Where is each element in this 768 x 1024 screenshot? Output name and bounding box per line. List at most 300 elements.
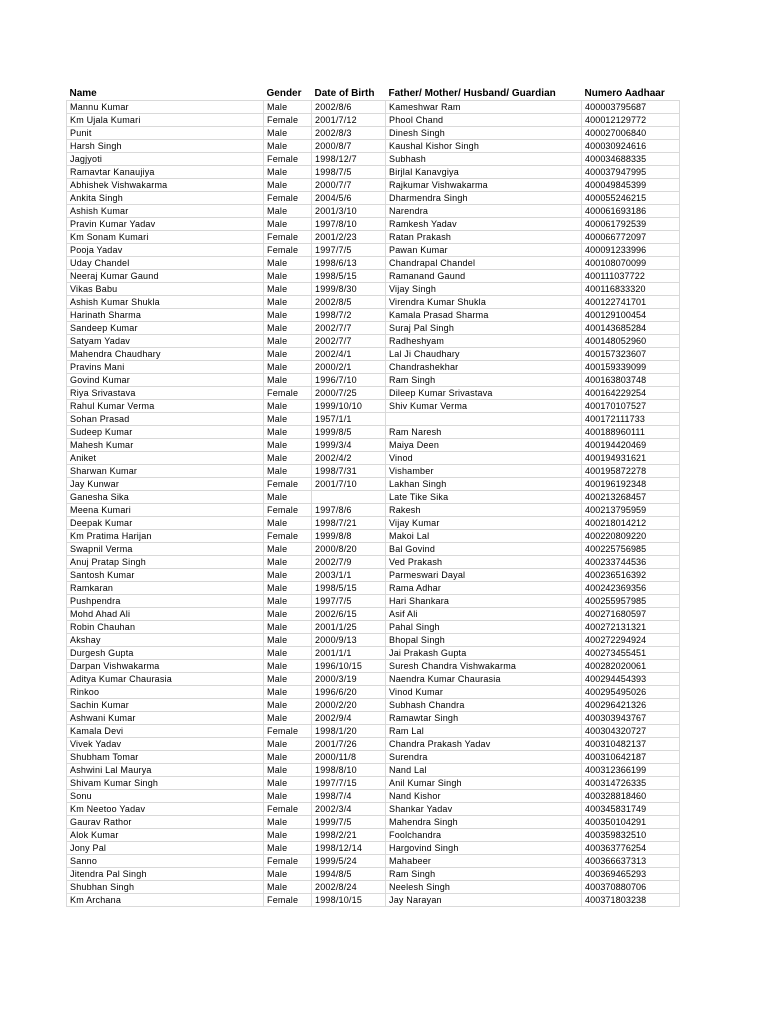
name-cell: Sharwan Kumar — [67, 465, 264, 478]
guardian-cell: Radheshyam — [386, 335, 582, 348]
table-row — [67, 660, 680, 673]
name-cell: Sanno — [67, 855, 264, 868]
name-cell: Sonu — [67, 790, 264, 803]
guardian-cell: Chandrashekhar — [386, 361, 582, 374]
gender-cell: Male — [264, 205, 312, 218]
table-row — [67, 621, 680, 634]
table-row — [67, 842, 680, 855]
name-cell: Km Archana — [67, 894, 264, 907]
name-cell: Meena Kumari — [67, 504, 264, 517]
table-row — [67, 114, 680, 127]
name-cell: Km Pratima Harijan — [67, 530, 264, 543]
table-row — [67, 608, 680, 621]
table-row — [67, 764, 680, 777]
name-cell: Jony Pal — [67, 842, 264, 855]
gender-cell: Male — [264, 426, 312, 439]
guardian-cell: Ram Singh — [386, 374, 582, 387]
dob-cell: 1998/2/21 — [312, 829, 386, 842]
gender-cell: Male — [264, 738, 312, 751]
name-cell: Ramkaran — [67, 582, 264, 595]
name-cell: Anuj Pratap Singh — [67, 556, 264, 569]
aadhaar-cell: 400350104291 — [582, 816, 680, 829]
dob-cell: 2002/7/9 — [312, 556, 386, 569]
aadhaar-cell: 400304320727 — [582, 725, 680, 738]
aadhaar-cell: 400194420469 — [582, 439, 680, 452]
aadhaar-cell: 400272131321 — [582, 621, 680, 634]
table-row — [67, 712, 680, 725]
guardian-cell: Neelesh Singh — [386, 881, 582, 894]
aadhaar-cell: 400359832510 — [582, 829, 680, 842]
dob-cell: 2002/6/15 — [312, 608, 386, 621]
gender-cell: Male — [264, 595, 312, 608]
aadhaar-cell: 400366637313 — [582, 855, 680, 868]
name-cell: Jay Kunwar — [67, 478, 264, 491]
aadhaar-cell: 400310642187 — [582, 751, 680, 764]
aadhaar-cell: 400310482137 — [582, 738, 680, 751]
aadhaar-cell: 400061693186 — [582, 205, 680, 218]
dob-cell: 2001/2/23 — [312, 231, 386, 244]
gender-cell: Male — [264, 270, 312, 283]
aadhaar-cell: 400003795687 — [582, 101, 680, 114]
dob-cell: 2001/7/12 — [312, 114, 386, 127]
gender-cell: Male — [264, 660, 312, 673]
guardian-cell: Anil Kumar Singh — [386, 777, 582, 790]
dob-cell: 1994/8/5 — [312, 868, 386, 881]
table-row — [67, 504, 680, 517]
dob-cell: 1997/7/15 — [312, 777, 386, 790]
table-row — [67, 543, 680, 556]
table-row — [67, 829, 680, 842]
table-row — [67, 465, 680, 478]
aadhaar-cell: 400164229254 — [582, 387, 680, 400]
name-cell: Ashwani Kumar — [67, 712, 264, 725]
guardian-cell: Vinod Kumar — [386, 686, 582, 699]
dob-cell: 1997/8/10 — [312, 218, 386, 231]
aadhaar-cell: 400233744536 — [582, 556, 680, 569]
dob-cell — [312, 491, 386, 504]
gender-cell: Female — [264, 504, 312, 517]
gender-cell: Male — [264, 790, 312, 803]
guardian-cell — [386, 413, 582, 426]
table-row — [67, 582, 680, 595]
table-row — [67, 634, 680, 647]
aadhaar-cell: 400122741701 — [582, 296, 680, 309]
aadhaar-cell: 400196192348 — [582, 478, 680, 491]
guardian-cell: Hargovind Singh — [386, 842, 582, 855]
guardian-cell: Virendra Kumar Shukla — [386, 296, 582, 309]
guardian-cell: Shiv Kumar Verma — [386, 400, 582, 413]
guardian-cell: Vijay Singh — [386, 283, 582, 296]
table-row — [67, 153, 680, 166]
aadhaar-cell: 400157323607 — [582, 348, 680, 361]
guardian-cell: Foolchandra — [386, 829, 582, 842]
table-row — [67, 881, 680, 894]
guardian-cell: Chandrapal Chandel — [386, 257, 582, 270]
table-row — [67, 283, 680, 296]
guardian-cell: Nand Lal — [386, 764, 582, 777]
dob-cell: 1998/7/21 — [312, 517, 386, 530]
aadhaar-cell: 400194931621 — [582, 452, 680, 465]
table-row — [67, 179, 680, 192]
guardian-cell: Subhash Chandra — [386, 699, 582, 712]
aadhaar-cell: 400370880706 — [582, 881, 680, 894]
name-cell: Ashish Kumar — [67, 205, 264, 218]
aadhaar-cell: 400273455451 — [582, 647, 680, 660]
dob-cell: 2001/7/10 — [312, 478, 386, 491]
aadhaar-cell: 400116833320 — [582, 283, 680, 296]
table-row — [67, 855, 680, 868]
dob-cell: 2002/8/5 — [312, 296, 386, 309]
table-row — [67, 790, 680, 803]
name-cell: Gaurav Rathor — [67, 816, 264, 829]
name-cell: Sudeep Kumar — [67, 426, 264, 439]
table-row — [67, 140, 680, 153]
aadhaar-cell: 400037947995 — [582, 166, 680, 179]
name-cell: Harinath Sharma — [67, 309, 264, 322]
aadhaar-cell: 400213268457 — [582, 491, 680, 504]
aadhaar-cell: 400295495026 — [582, 686, 680, 699]
dob-cell: 1998/5/15 — [312, 582, 386, 595]
name-cell: Aditya Kumar Chaurasia — [67, 673, 264, 686]
table-row — [67, 777, 680, 790]
dob-cell: 2002/4/1 — [312, 348, 386, 361]
aadhaar-cell: 400271680597 — [582, 608, 680, 621]
aadhaar-cell: 400328818460 — [582, 790, 680, 803]
aadhaar-cell: 400030924616 — [582, 140, 680, 153]
name-cell: Robin Chauhan — [67, 621, 264, 634]
guardian-cell: Parmeswari Dayal — [386, 569, 582, 582]
guardian-cell: Ramawtar Singh — [386, 712, 582, 725]
gender-cell: Male — [264, 127, 312, 140]
guardian-cell: Ram Singh — [386, 868, 582, 881]
dob-cell: 1999/7/5 — [312, 816, 386, 829]
dob-cell: 1999/10/10 — [312, 400, 386, 413]
dob-cell: 2002/7/7 — [312, 335, 386, 348]
aadhaar-cell: 400159339099 — [582, 361, 680, 374]
dob-cell: 1997/7/5 — [312, 595, 386, 608]
table-row — [67, 400, 680, 413]
gender-cell: Female — [264, 530, 312, 543]
table-row — [67, 166, 680, 179]
gender-cell: Female — [264, 192, 312, 205]
name-cell: Jagjyoti — [67, 153, 264, 166]
guardian-cell: Bhopal Singh — [386, 634, 582, 647]
aadhaar-cell: 400143685284 — [582, 322, 680, 335]
aadhaar-cell: 400296421326 — [582, 699, 680, 712]
name-cell: Alok Kumar — [67, 829, 264, 842]
dob-cell: 2000/8/20 — [312, 543, 386, 556]
table-row — [67, 478, 680, 491]
gender-cell: Male — [264, 101, 312, 114]
dob-cell: 1999/3/4 — [312, 439, 386, 452]
dob-cell: 2001/1/1 — [312, 647, 386, 660]
table-row — [67, 257, 680, 270]
gender-cell: Male — [264, 400, 312, 413]
dob-cell: 1996/7/10 — [312, 374, 386, 387]
aadhaar-cell: 400218014212 — [582, 517, 680, 530]
name-cell: Ashish Kumar Shukla — [67, 296, 264, 309]
gender-cell: Male — [264, 166, 312, 179]
gender-cell: Male — [264, 452, 312, 465]
guardian-cell: Jay Narayan — [386, 894, 582, 907]
column-header-dob: Date of Birth — [314, 88, 375, 99]
gender-cell: Male — [264, 816, 312, 829]
name-cell: Jitendra Pal Singh — [67, 868, 264, 881]
gender-cell: Male — [264, 283, 312, 296]
guardian-cell: Hari Shankara — [386, 595, 582, 608]
name-cell: Shubham Tomar — [67, 751, 264, 764]
dob-cell: 1998/10/15 — [312, 894, 386, 907]
name-cell: Durgesh Gupta — [67, 647, 264, 660]
table-row — [67, 127, 680, 140]
gender-cell: Male — [264, 140, 312, 153]
table-row — [67, 530, 680, 543]
gender-cell: Male — [264, 556, 312, 569]
guardian-cell: Kamala Prasad Sharma — [386, 309, 582, 322]
guardian-cell: Kameshwar Ram — [386, 101, 582, 114]
aadhaar-cell: 400061792539 — [582, 218, 680, 231]
aadhaar-cell: 400272294924 — [582, 634, 680, 647]
name-cell: Sandeep Kumar — [67, 322, 264, 335]
aadhaar-cell: 400170107527 — [582, 400, 680, 413]
guardian-cell: Pahal Singh — [386, 621, 582, 634]
dob-cell: 2002/8/3 — [312, 127, 386, 140]
table-row — [67, 725, 680, 738]
gender-cell: Male — [264, 608, 312, 621]
dob-cell: 1999/8/8 — [312, 530, 386, 543]
name-cell: Aniket — [67, 452, 264, 465]
dob-cell: 2004/5/6 — [312, 192, 386, 205]
table-row — [67, 491, 680, 504]
aadhaar-cell: 400148052960 — [582, 335, 680, 348]
gender-cell: Female — [264, 894, 312, 907]
aadhaar-cell: 400294454393 — [582, 673, 680, 686]
aadhaar-cell: 400371803238 — [582, 894, 680, 907]
name-cell: Mahendra Chaudhary — [67, 348, 264, 361]
gender-cell: Male — [264, 517, 312, 530]
table-row — [67, 205, 680, 218]
gender-cell: Male — [264, 309, 312, 322]
table-row — [67, 335, 680, 348]
name-cell: Mohd Ahad Ali — [67, 608, 264, 621]
table-row — [67, 309, 680, 322]
table-row — [67, 816, 680, 829]
guardian-cell: Dinesh Singh — [386, 127, 582, 140]
name-cell: Ankita Singh — [67, 192, 264, 205]
name-cell: Mahesh Kumar — [67, 439, 264, 452]
guardian-cell: Ved Prakash — [386, 556, 582, 569]
guardian-cell: Lakhan Singh — [386, 478, 582, 491]
gender-cell: Male — [264, 179, 312, 192]
dob-cell: 1997/7/5 — [312, 244, 386, 257]
column-header-aadhaar: Numero Aadhaar — [584, 88, 665, 99]
aadhaar-cell: 400369465293 — [582, 868, 680, 881]
guardian-cell: Ram Lal — [386, 725, 582, 738]
dob-cell: 1998/12/14 — [312, 842, 386, 855]
aadhaar-cell: 400091233996 — [582, 244, 680, 257]
dob-cell: 2000/7/25 — [312, 387, 386, 400]
guardian-cell: Vishamber — [386, 465, 582, 478]
dob-cell: 1999/8/30 — [312, 283, 386, 296]
gender-cell: Male — [264, 712, 312, 725]
name-cell: Riya Srivastava — [67, 387, 264, 400]
gender-cell: Male — [264, 868, 312, 881]
spreadsheet-sheet — [66, 87, 680, 907]
guardian-cell: Lal Ji Chaudhary — [386, 348, 582, 361]
aadhaar-cell: 400027006840 — [582, 127, 680, 140]
table-row — [67, 699, 680, 712]
guardian-cell: Nand Kishor — [386, 790, 582, 803]
name-cell: Vikas Babu — [67, 283, 264, 296]
dob-cell: 1998/7/5 — [312, 166, 386, 179]
table-row — [67, 413, 680, 426]
aadhaar-cell: 400345831749 — [582, 803, 680, 816]
gender-cell: Female — [264, 244, 312, 257]
guardian-cell: Jai Prakash Gupta — [386, 647, 582, 660]
guardian-cell: Makoi Lal — [386, 530, 582, 543]
dob-cell: 1998/12/7 — [312, 153, 386, 166]
dob-cell: 2002/8/24 — [312, 881, 386, 894]
name-cell: Km Sonam Kumari — [67, 231, 264, 244]
gender-cell: Male — [264, 647, 312, 660]
name-cell: Govind Kumar — [67, 374, 264, 387]
dob-cell: 2000/7/7 — [312, 179, 386, 192]
guardian-cell: Shankar Yadav — [386, 803, 582, 816]
table-row — [67, 452, 680, 465]
guardian-cell: Dileep Kumar Srivastava — [386, 387, 582, 400]
dob-cell: 2000/3/19 — [312, 673, 386, 686]
dob-cell: 1998/5/15 — [312, 270, 386, 283]
dob-cell: 1996/6/20 — [312, 686, 386, 699]
dob-cell: 1998/7/4 — [312, 790, 386, 803]
gender-cell: Male — [264, 374, 312, 387]
table-row — [67, 673, 680, 686]
gender-cell: Male — [264, 543, 312, 556]
table-row — [67, 322, 680, 335]
table-row — [67, 751, 680, 764]
guardian-cell: Phool Chand — [386, 114, 582, 127]
guardian-cell: Ramanand Gaund — [386, 270, 582, 283]
name-cell: Abhishek Vishwakarma — [67, 179, 264, 192]
name-cell: Shubhan Singh — [67, 881, 264, 894]
aadhaar-cell: 400195872278 — [582, 465, 680, 478]
name-cell: Km Ujala Kumari — [67, 114, 264, 127]
table-header — [67, 87, 680, 101]
aadhaar-cell: 400303943767 — [582, 712, 680, 725]
aadhaar-cell: 400055246215 — [582, 192, 680, 205]
table-row — [67, 426, 680, 439]
dob-cell: 1957/1/1 — [312, 413, 386, 426]
table-row — [67, 361, 680, 374]
table-row — [67, 595, 680, 608]
aadhaar-cell: 400034688335 — [582, 153, 680, 166]
guardian-cell: Narendra — [386, 205, 582, 218]
name-cell: Akshay — [67, 634, 264, 647]
aadhaar-cell: 400012129772 — [582, 114, 680, 127]
gender-cell: Male — [264, 569, 312, 582]
gender-cell: Male — [264, 465, 312, 478]
gender-cell: Male — [264, 686, 312, 699]
dob-cell: 2002/8/6 — [312, 101, 386, 114]
header-row — [67, 87, 680, 101]
table-row — [67, 374, 680, 387]
gender-cell: Male — [264, 361, 312, 374]
guardian-cell: Mahabeer — [386, 855, 582, 868]
guardian-cell: Vijay Kumar — [386, 517, 582, 530]
aadhaar-cell: 400129100454 — [582, 309, 680, 322]
name-cell: Ramavtar Kanaujiya — [67, 166, 264, 179]
table-row — [67, 556, 680, 569]
dob-cell: 2002/3/4 — [312, 803, 386, 816]
gender-cell: Male — [264, 621, 312, 634]
dob-cell: 2000/2/1 — [312, 361, 386, 374]
dob-cell: 2000/11/8 — [312, 751, 386, 764]
aadhaar-cell: 400225756985 — [582, 543, 680, 556]
guardian-cell: Suraj Pal Singh — [386, 322, 582, 335]
aadhaar-cell: 400363776254 — [582, 842, 680, 855]
dob-cell: 2000/2/20 — [312, 699, 386, 712]
name-cell: Harsh Singh — [67, 140, 264, 153]
table-row — [67, 348, 680, 361]
guardian-cell: Subhash — [386, 153, 582, 166]
dob-cell: 1998/1/20 — [312, 725, 386, 738]
guardian-cell: Naendra Kumar Chaurasia — [386, 673, 582, 686]
guardian-cell: Ram Naresh — [386, 426, 582, 439]
name-cell: Rinkoo — [67, 686, 264, 699]
name-cell: Km Neetoo Yadav — [67, 803, 264, 816]
aadhaar-cell: 400188960111 — [582, 426, 680, 439]
dob-cell: 1999/5/24 — [312, 855, 386, 868]
gender-cell: Female — [264, 153, 312, 166]
table-row — [67, 686, 680, 699]
gender-cell: Female — [264, 803, 312, 816]
dob-cell: 1998/6/13 — [312, 257, 386, 270]
gender-cell: Female — [264, 387, 312, 400]
name-cell: Sohan Prasad — [67, 413, 264, 426]
gender-cell: Male — [264, 881, 312, 894]
guardian-cell: Vinod — [386, 452, 582, 465]
gender-cell: Male — [264, 257, 312, 270]
aadhaar-table — [66, 87, 680, 907]
gender-cell: Male — [264, 764, 312, 777]
table-row — [67, 738, 680, 751]
table-row — [67, 387, 680, 400]
table-row — [67, 192, 680, 205]
name-cell: Neeraj Kumar Gaund — [67, 270, 264, 283]
guardian-cell: Suresh Chandra Vishwakarma — [386, 660, 582, 673]
guardian-cell: Dharmendra Singh — [386, 192, 582, 205]
column-header-gender: Gender — [266, 88, 302, 99]
aadhaar-cell: 400163803748 — [582, 374, 680, 387]
name-cell: Ganesha Sika — [67, 491, 264, 504]
name-cell: Ashwini Lal Maurya — [67, 764, 264, 777]
gender-cell: Male — [264, 348, 312, 361]
aadhaar-cell: 400172111733 — [582, 413, 680, 426]
dob-cell: 2003/1/1 — [312, 569, 386, 582]
guardian-cell: Ramkesh Yadav — [386, 218, 582, 231]
aadhaar-cell: 400312366199 — [582, 764, 680, 777]
name-cell: Uday Chandel — [67, 257, 264, 270]
name-cell: Satyam Yadav — [67, 335, 264, 348]
gender-cell: Female — [264, 725, 312, 738]
gender-cell: Female — [264, 478, 312, 491]
aadhaar-cell: 400236516392 — [582, 569, 680, 582]
gender-cell: Female — [264, 231, 312, 244]
dob-cell: 1998/8/10 — [312, 764, 386, 777]
aadhaar-cell: 400314726335 — [582, 777, 680, 790]
table-row — [67, 270, 680, 283]
guardian-cell: Rama Adhar — [386, 582, 582, 595]
